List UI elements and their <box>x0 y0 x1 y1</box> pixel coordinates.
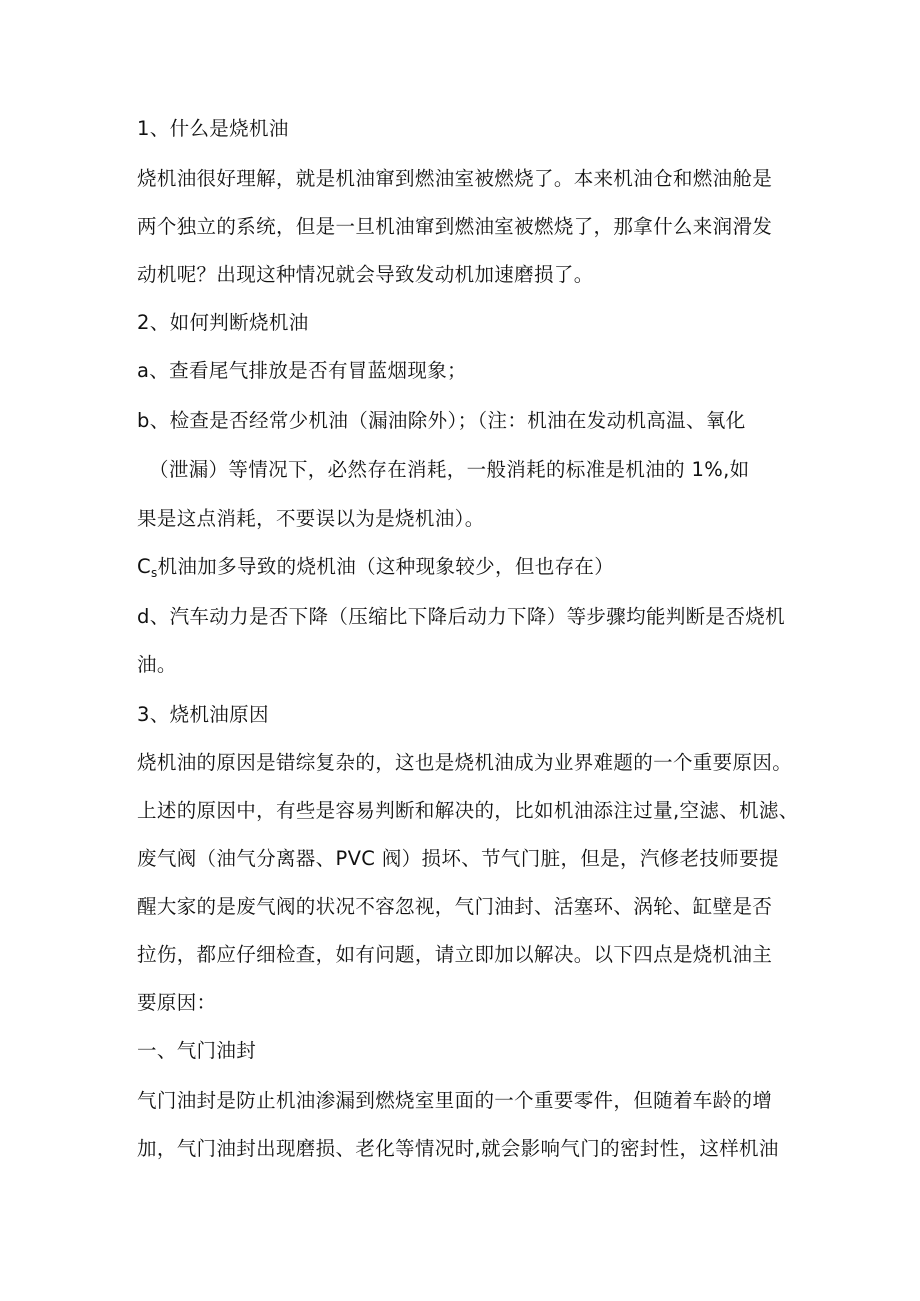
list-item-a: a、查看尾气排放是否有冒蓝烟现象； <box>137 359 467 382</box>
paragraph-line: 两个独立的系统，但是一旦机油窜到燃油室被燃烧了，那拿什么来润滑发 <box>137 215 773 238</box>
section-heading-how-to-judge: 2、如何判断烧机油 <box>137 311 309 334</box>
section-heading-valve-seal: 一、气门油封 <box>137 1039 257 1062</box>
paragraph-line: 上述的原因中，有些是容易判断和解决的，比如机油添注过量,空滤、机滤、 <box>137 799 799 822</box>
list-item-b-line: b、检查是否经常少机油（漏油除外）；（注：机油在发动机高温、氧化 <box>137 409 746 432</box>
paragraph-line: 废气阀（油气分离器、PVC 阀）损坏、节气门脏，但是，汽修老技师要提 <box>137 847 779 870</box>
paragraph-line: 拉伤，都应仔细检查，如有问题，请立即加以解决。以下四点是烧机油主 <box>137 943 773 966</box>
list-item-d-line: 油。 <box>137 653 177 676</box>
list-item-d-line: d、汽车动力是否下降（压缩比下降后动力下降）等步骤均能判断是否烧机 <box>137 605 785 628</box>
section-heading-causes: 3、烧机油原因 <box>137 703 269 726</box>
list-item-b-line: （泄漏）等情况下，必然存在消耗，一般消耗的标准是机油的 1%,如 <box>149 458 750 481</box>
list-item-b-line: 果是这点消耗，不要误以为是烧机油）。 <box>137 507 485 530</box>
section-heading-what-is: 1、什么是烧机油 <box>137 117 289 140</box>
list-item-c-letter: C <box>137 555 151 578</box>
paragraph-line: 加，气门油封出现磨损、老化等情况时,就会影响气门的密封性，这样机油 <box>137 1137 779 1160</box>
paragraph-line: 烧机油很好理解，就是机油窜到燃油室被燃烧了。本来机油仓和燃油舱是 <box>137 167 773 190</box>
paragraph-line: 动机呢？出现这种情况就会导致发动机加速磨损了。 <box>137 263 594 286</box>
paragraph-line: 要原因： <box>137 991 217 1014</box>
paragraph-line: 烧机油的原因是错综复杂的，这也是烧机油成为业界难题的一个重要原因。 <box>137 751 793 774</box>
list-item-c-subscript: s <box>150 566 158 580</box>
list-item-c-text: 机油加多导致的烧机油（这种现象较少，但也存在） <box>157 555 615 578</box>
paragraph-line: 醒大家的是废气阀的状况不容忽视，气门油封、活塞环、涡轮、缸壁是否 <box>137 895 773 918</box>
paragraph-line: 气门油封是防止机油渗漏到燃烧室里面的一个重要零件，但随着车龄的增 <box>137 1089 773 1112</box>
list-item-c <box>137 553 614 583</box>
